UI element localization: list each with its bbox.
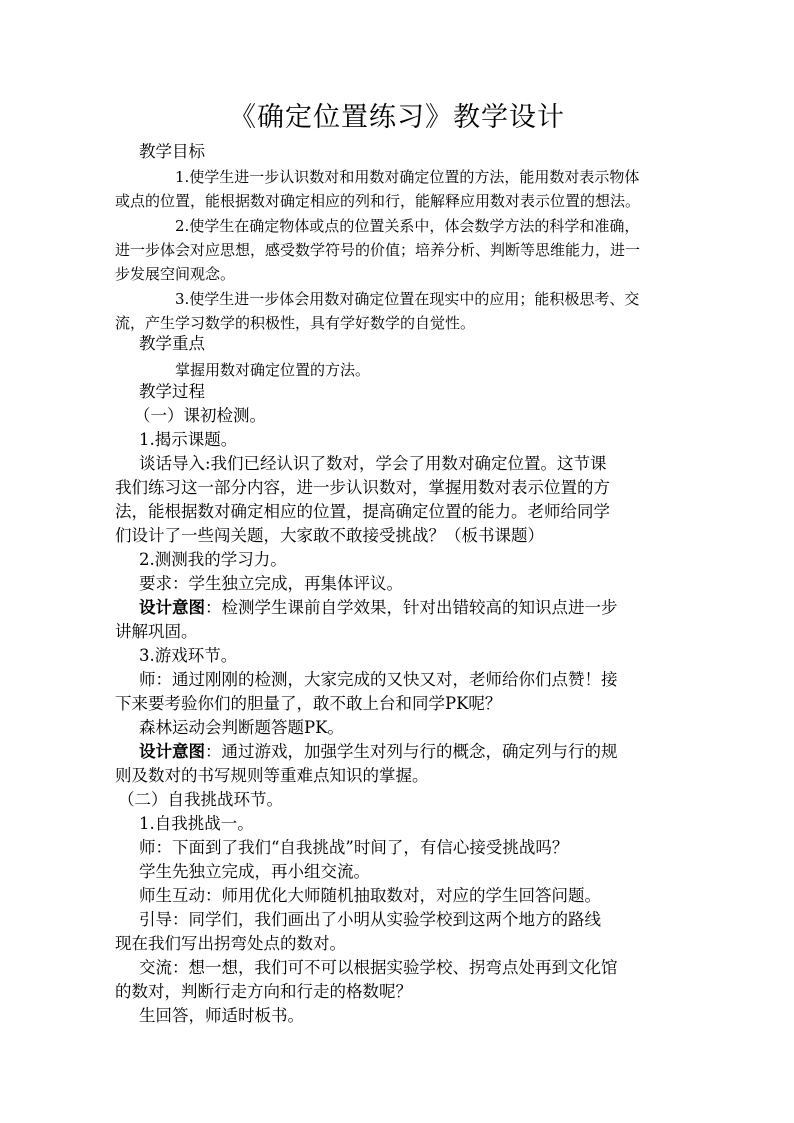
section-1-heading: （一）课初检测。 <box>134 406 266 425</box>
student-activity: 学生先独立完成，再小组交流。 <box>139 862 370 881</box>
design-intent-1-line-2: 讲解巩固。 <box>115 622 198 641</box>
goal-2-line-3: 步发展空间观念。 <box>115 265 236 283</box>
exchange-line-2: 的数对，判断行走方向和行走的格数呢？ <box>115 982 412 1001</box>
step-2-1: 1.自我挑战一。 <box>139 814 254 833</box>
guide-line-2: 现在我们写出拐弯处点的数对。 <box>115 934 346 953</box>
intro-line-4: 们设计了一些闯关题，大家敢不敢接受挑战？（板书课题） <box>115 526 544 545</box>
design-intent-label: 设计意图 <box>139 598 205 617</box>
guide-line-1: 引导：同学们，我们画出了小明从实验学校到这两个地方的路线 <box>139 910 601 929</box>
design-intent-2-line-2: 则及数对的书写规则等重难点知识的掌握。 <box>115 766 429 785</box>
intro-line-1: 谈话导入:我们已经认识了数对，学会了用数对确定位置。这节课 <box>139 454 607 473</box>
goal-1-line-2: 或点的位置，能根据数对确定相应的列和行，能解释应用数对表示位置的想法。 <box>115 192 641 210</box>
exchange-line-1: 交流：想一想，我们可不可以根据实验学校、拐弯点处再到文化馆 <box>139 958 618 977</box>
design-intent-2-line-1 <box>139 740 618 764</box>
heading-teaching-process: 教学过程 <box>139 382 205 401</box>
teacher-speech-2: 师：下面到了我们“自我挑战”时间了，有信心接受挑战吗？ <box>139 838 569 857</box>
section-2-heading: （二）自我挑战环节。 <box>118 790 283 809</box>
heading-teaching-goals: 教学目标 <box>139 142 205 161</box>
step-1-3: 3.游戏环节。 <box>139 646 238 665</box>
heading-key-points: 教学重点 <box>139 334 205 353</box>
intro-line-2: 我们练习这一部分内容，进一步认识数对，掌握用数对表示位置的方 <box>115 478 610 497</box>
design-intent-1-line-1 <box>139 596 618 620</box>
forest-game-text: 森林运动会判断题答题PK。 <box>139 718 344 737</box>
goal-2-line-2: 进一步体会对应思想，感受数学符号的价值；培养分析、判断等思维能力，进一 <box>115 241 641 259</box>
step-1-1: 1.揭示课题。 <box>139 430 238 449</box>
step-1-2: 2.测测我的学习力。 <box>139 550 287 569</box>
design-intent-label: 设计意图 <box>139 742 205 761</box>
document-title: 《确定位置练习》教学设计 <box>229 102 565 133</box>
goal-3-line-2: 流，产生学习数学的积极性，具有学好数学的自觉性。 <box>115 314 476 332</box>
student-answer-text: 生回答，师适时板书。 <box>139 1006 304 1025</box>
design-intent-text: ：通过游戏，加强学生对列与行的概念，确定列与行的规 <box>205 742 618 761</box>
requirement-text: 要求：学生独立完成，再集体评议。 <box>139 574 403 593</box>
teacher-speech-1-line-1: 师：通过刚刚的检测，大家完成的又快又对，老师给你们点赞！接 <box>139 670 618 689</box>
goal-2-line-1: 2.使学生在确定物体或点的位置关系中，体会数学方法的科学和准确， <box>175 217 640 235</box>
teacher-student-interaction: 师生互动：师用优化大师随机抽取数对，对应的学生回答问题。 <box>139 886 601 905</box>
teacher-speech-1-line-2: 下来要考验你们的胆量了，敢不敢上台和同学PK呢？ <box>115 694 502 713</box>
intro-line-3: 法，能根据数对确定相应的位置，提高确定位置的能力。老师给同学 <box>115 502 610 521</box>
goal-3-line-1: 3.使学生进一步体会用数对确定位置在现实中的应用；能积极思考、交 <box>175 290 640 308</box>
key-points-text: 掌握用数对确定位置的方法。 <box>175 361 371 379</box>
design-intent-text: ：检测学生课前自学效果，针对出错较高的知识点进一步 <box>205 598 618 617</box>
goal-1-line-1: 1.使学生进一步认识数对和用数对确定位置的方法，能用数对表示物体 <box>175 168 640 186</box>
